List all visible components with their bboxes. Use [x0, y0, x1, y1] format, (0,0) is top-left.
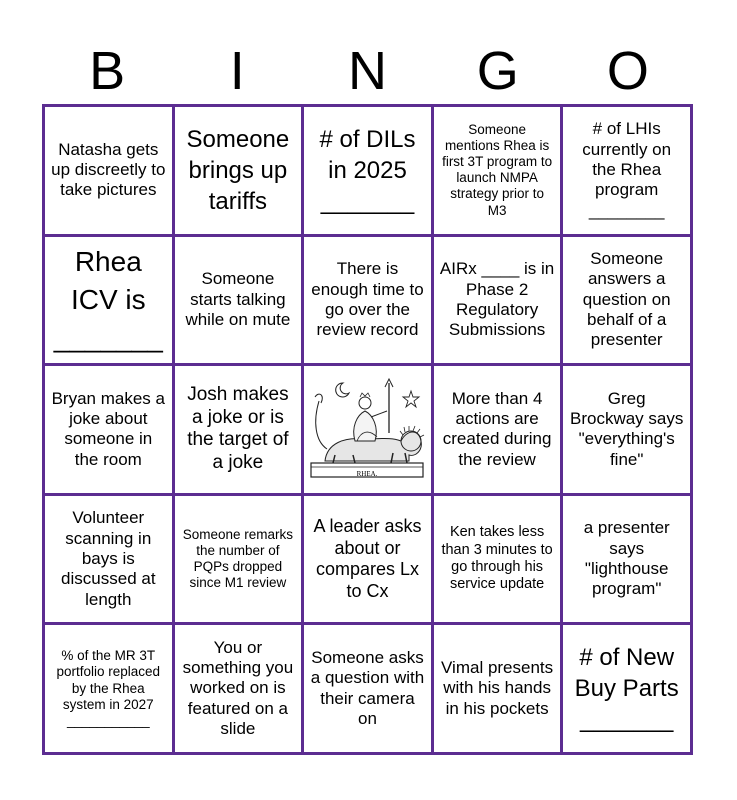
bingo-cell-b3[interactable]: Bryan makes a joke about someone in the room [45, 366, 172, 493]
header-letter-n: N [348, 41, 387, 101]
bingo-cell-i5[interactable]: You or something you worked on is featured on a slide [175, 625, 302, 752]
bingo-cell-o1[interactable]: # of LHIs currently on the Rhea program ________ [563, 107, 690, 234]
bingo-cell-n5[interactable]: Someone asks a question with their camera on [304, 625, 431, 752]
bingo-cell-g2[interactable]: AIRx ____ is in Phase 2 Regulatory Submissions [434, 237, 561, 364]
bingo-cell-g3[interactable]: More than 4 actions are created during the review [434, 366, 561, 493]
bingo-cell-i4[interactable]: Someone remarks the number of PQPs dropped since M1 review [175, 496, 302, 623]
bingo-cell-g4[interactable]: Ken takes less than 3 minutes to go through his service update [434, 496, 561, 623]
bingo-cell-i1[interactable]: Someone brings up tariffs [175, 107, 302, 234]
header-letter-o: O [606, 41, 649, 101]
rhea-lion-illustration-icon [305, 371, 429, 487]
free-space-cell[interactable] [304, 366, 431, 493]
bingo-cell-b4[interactable]: Volunteer scanning in bays is discussed at length [45, 496, 172, 623]
bingo-cell-o2[interactable]: Someone answers a question on behalf of a presenter [563, 237, 690, 364]
bingo-cell-n2[interactable]: There is enough time to go over the review record [304, 237, 431, 364]
plinth-label: RHEA. [357, 470, 378, 479]
bingo-cell-b1[interactable]: Natasha gets up discreetly to take pictures [45, 107, 172, 234]
bingo-cell-o3[interactable]: Greg Brockway says "everything's fine" [563, 366, 690, 493]
bingo-cell-g5[interactable]: Vimal presents with his hands in his pockets [434, 625, 561, 752]
bingo-cell-o4[interactable]: a presenter says "lighthouse program" [563, 496, 690, 623]
bingo-header [42, 40, 693, 102]
bingo-cell-o5[interactable]: # of New Buy Parts _______ [563, 625, 690, 752]
header-letter-i: I [229, 41, 245, 101]
bingo-cell-g1[interactable]: Someone mentions Rhea is first 3T program to launch NMPA strategy prior to M3 [434, 107, 561, 234]
bingo-cell-b5[interactable]: % of the MR 3T portfolio replaced by the Rhea system in 2027 ___________ [45, 625, 172, 752]
header-letter-g: G [476, 41, 519, 101]
bingo-cell-b2[interactable]: Rhea ICV is _______ [45, 237, 172, 364]
bingo-cell-i2[interactable]: Someone starts talking while on mute [175, 237, 302, 364]
bingo-cell-n1[interactable]: # of DILs in 2025 _______ [304, 107, 431, 234]
header-letter-b: B [89, 41, 126, 101]
bingo-cell-i3[interactable]: Josh makes a joke or is the target of a joke [175, 366, 302, 493]
bingo-cell-n4[interactable]: A leader asks about or compares Lx to Cx [304, 496, 431, 623]
bingo-board [42, 104, 693, 755]
